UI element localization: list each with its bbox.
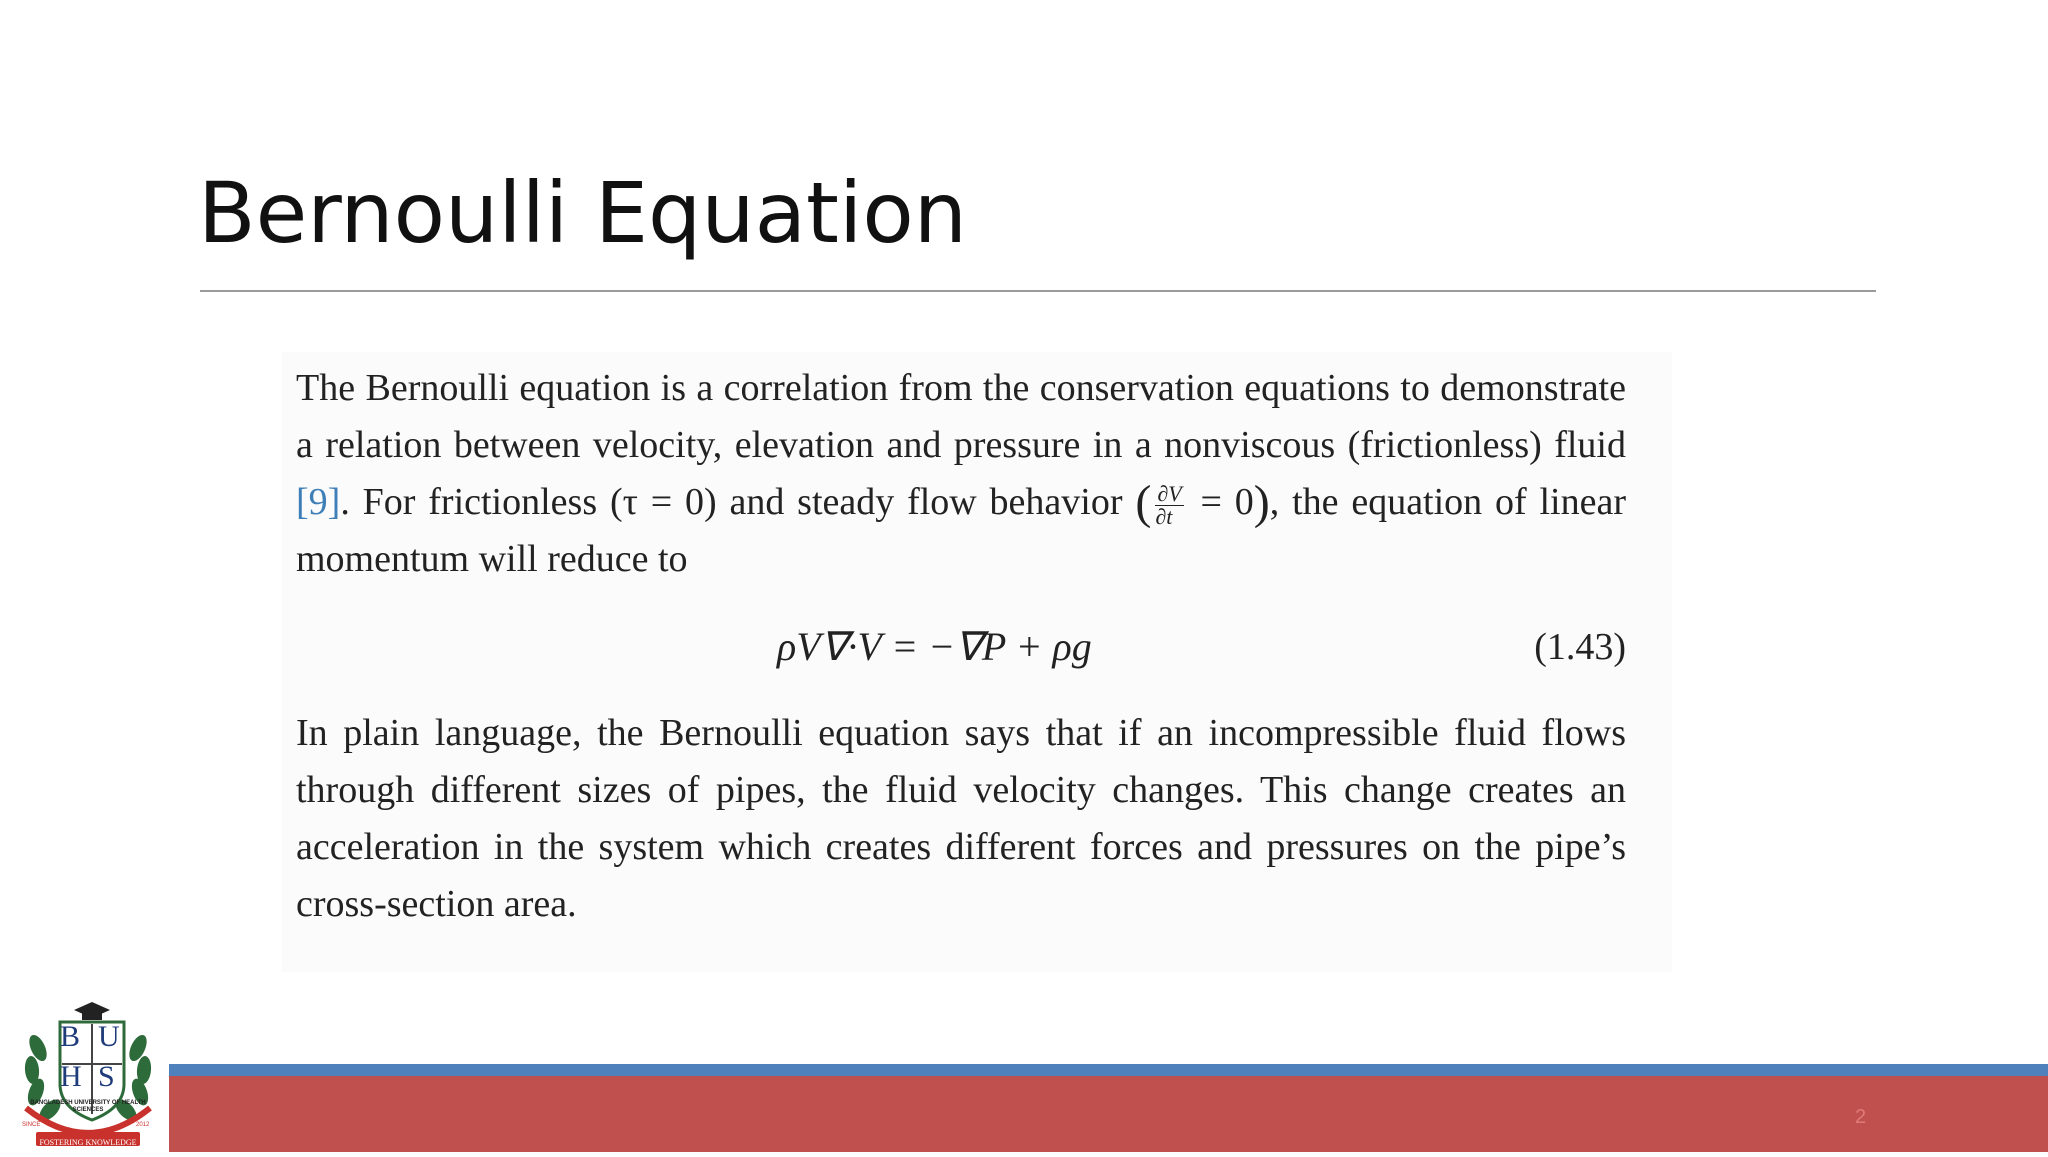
- intro-text-c: , the equation of linear momentum will reduce to: [296, 481, 1626, 580]
- logo-ribbon-text: FOSTERING KNOWLEDGE: [39, 1138, 137, 1147]
- partial-derivative-fraction: [1155, 480, 1183, 529]
- logo-ribbon: [36, 1132, 140, 1146]
- logo-letter-s: S: [98, 1060, 115, 1093]
- title-divider: [200, 290, 1876, 292]
- logo-letter-h: H: [60, 1060, 82, 1093]
- open-paren: (: [1135, 476, 1152, 529]
- logo-letter-u: U: [98, 1020, 120, 1053]
- logo-letter-b: B: [60, 1020, 81, 1053]
- graduation-cap-icon: [74, 1002, 110, 1020]
- logo-ring-text: BANGLADESH UNIVERSITY OF HEALTH SCIENCES: [30, 1100, 146, 1113]
- slide-title: Bernoulli Equation: [198, 164, 967, 262]
- textbook-excerpt: [282, 352, 1672, 972]
- university-logo: [8, 988, 168, 1152]
- equation-number: (1.43): [1534, 626, 1626, 668]
- footer-bar: [169, 1076, 2048, 1152]
- paragraph-intro: [296, 360, 1626, 588]
- citation-link: [9]: [296, 481, 341, 523]
- fraction-denominator: ∂t: [1155, 503, 1173, 529]
- intro-text-b: . For frictionless (τ = 0) and steady flow behavior: [340, 481, 1136, 523]
- footer-accent-bar: [169, 1064, 2048, 1076]
- logo-year-text: 2012: [136, 1122, 150, 1128]
- close-paren: ): [1253, 476, 1270, 529]
- momentum-equation: ρV∇·V = −∇P + ρg: [777, 624, 1092, 669]
- slide-number: 2: [1855, 1106, 1867, 1128]
- logo-since-text: SINCE: [22, 1122, 41, 1128]
- fraction-numerator: ∂V: [1157, 480, 1182, 506]
- fraction-equals-zero: = 0: [1187, 481, 1254, 523]
- paragraph-plain-language: In plain language, the Bernoulli equation says that if an incompressible fluid flows through different sizes of pipes, the fluid velocity changes. This change creates an acceleration in the system which creates different forces and pressures on the pipe’s cross-section area.: [296, 712, 1626, 925]
- intro-text-a: The Bernoulli equation is a correlation from the conservation equations to demonstrate a relation between velocity, elevation and pressure in a nonviscous (frictionless) fluid: [296, 367, 1626, 466]
